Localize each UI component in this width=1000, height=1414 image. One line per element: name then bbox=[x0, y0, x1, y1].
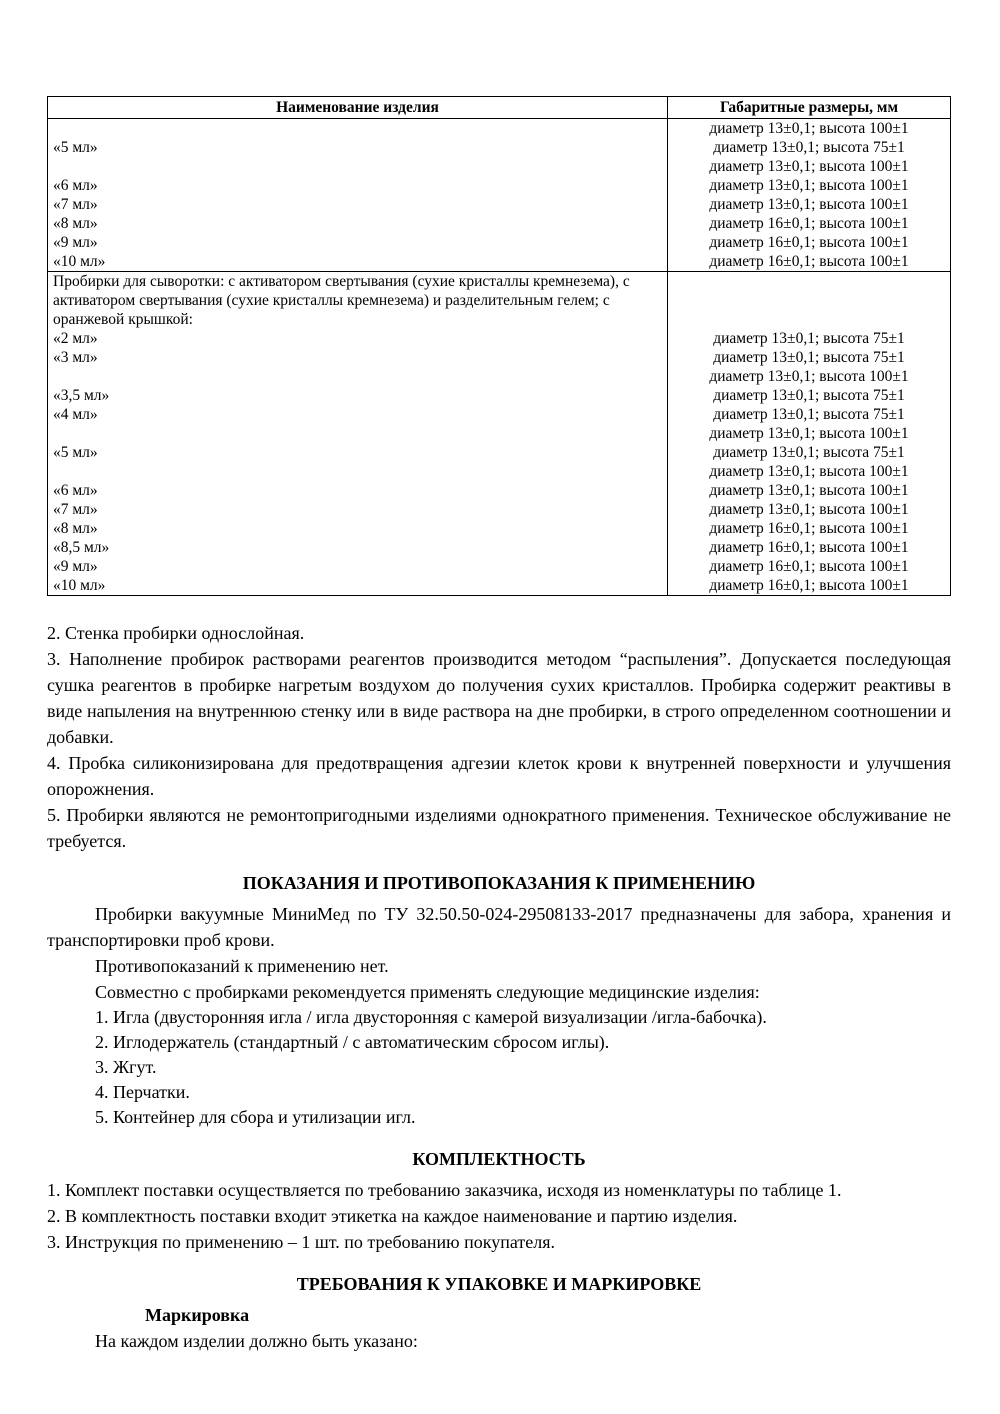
note-reagent-filling: 3. Наполнение пробирок растворами реагентов производится методом “распыления”. Допускается последующая сушка реагентов в пробирке нагретым воздухом до получения сухих кристаллов. Пробирка содержит реактивы в виде напыления на внутреннюю стенку или в виде раствора на дне пробирки, в строго определенном соотношении и добавки. bbox=[47, 649, 951, 747]
product-dimensions: диаметр 13±0,1; высота 100±1 bbox=[709, 196, 909, 213]
indications-contraindications: Противопоказаний к применению нет. bbox=[95, 956, 389, 976]
product-dimensions: диаметр 13±0,1; высота 100±1 bbox=[709, 120, 909, 137]
table-row bbox=[48, 538, 950, 557]
product-dimensions: диаметр 13±0,1; высота 75±1 bbox=[713, 406, 905, 423]
product-name: «6 мл» bbox=[48, 481, 668, 500]
recommended-item: 5. Контейнер для сбора и утилизации игл. bbox=[95, 1107, 416, 1127]
product-dimensions bbox=[668, 272, 950, 329]
table-row bbox=[48, 443, 950, 462]
table-row bbox=[48, 405, 950, 424]
table-row bbox=[48, 272, 950, 329]
table-row bbox=[48, 367, 950, 386]
table-header-row bbox=[48, 97, 950, 119]
column-header-dimensions: Габаритные размеры, мм bbox=[719, 99, 899, 116]
product-name bbox=[48, 367, 668, 386]
table-row bbox=[48, 557, 950, 576]
marking-requirements-intro: На каждом изделии должно быть указано: bbox=[95, 1331, 418, 1351]
product-dimensions: диаметр 16±0,1; высота 100±1 bbox=[709, 539, 909, 556]
table-row bbox=[48, 233, 950, 252]
product-name: «10 мл» bbox=[48, 252, 668, 271]
product-name: «8 мл» bbox=[48, 214, 668, 233]
product-name: «6 мл» bbox=[48, 176, 668, 195]
product-name: «2 мл» bbox=[48, 329, 668, 348]
product-name: «5 мл» bbox=[48, 443, 668, 462]
product-name: «8 мл» bbox=[48, 519, 668, 538]
heading-packaging-marking: ТРЕБОВАНИЯ К УПАКОВКЕ И МАРКИРОВКЕ bbox=[296, 1274, 702, 1294]
table-row bbox=[48, 119, 950, 138]
product-dimensions-table bbox=[47, 96, 951, 596]
product-dimensions: диаметр 13±0,1; высота 75±1 bbox=[713, 444, 905, 461]
category-description: Пробирки для сыворотки: с активатором свертывания (сухие кристаллы кремнезема), с активатором свертывания (сухие кристаллы кремнезема) и разделительным гелем; с оранжевой крышкой: bbox=[48, 272, 668, 329]
recommended-item: 3. Жгут. bbox=[95, 1057, 157, 1077]
heading-indications: ПОКАЗАНИЯ И ПРОТИВОПОКАЗАНИЯ К ПРИМЕНЕНИЮ bbox=[242, 873, 756, 893]
product-name: «10 мл» bbox=[48, 576, 668, 595]
product-dimensions: диаметр 16±0,1; высота 100±1 bbox=[709, 520, 909, 537]
product-dimensions: диаметр 13±0,1; высота 75±1 bbox=[713, 387, 905, 404]
indications-recommended-intro: Совместно с пробирками рекомендуется применять следующие медицинские изделия: bbox=[95, 982, 760, 1002]
product-dimensions: диаметр 13±0,1; высота 75±1 bbox=[713, 330, 905, 347]
table-row bbox=[48, 214, 950, 233]
recommended-item: 4. Перчатки. bbox=[95, 1082, 190, 1102]
table-section-serum-tubes bbox=[48, 271, 950, 595]
table-row bbox=[48, 424, 950, 443]
note-single-use: 5. Пробирки являются не ремонтопригодными изделиями однократного применения. Техническое обслуживание не требуется. bbox=[47, 805, 951, 851]
product-name: «8,5 мл» bbox=[48, 538, 668, 557]
note-tube-wall: 2. Стенка пробирки однослойная. bbox=[47, 623, 305, 643]
product-name: «3 мл» bbox=[48, 348, 668, 367]
table-row bbox=[48, 157, 950, 176]
body-text bbox=[47, 620, 951, 1354]
product-name bbox=[48, 462, 668, 481]
table-row bbox=[48, 348, 950, 367]
recommended-items-list bbox=[47, 1005, 951, 1130]
product-name: «7 мл» bbox=[48, 500, 668, 519]
product-dimensions: диаметр 13±0,1; высота 100±1 bbox=[709, 368, 909, 385]
table-row bbox=[48, 176, 950, 195]
product-dimensions: диаметр 16±0,1; высота 100±1 bbox=[709, 558, 909, 575]
marking-subheading: Маркировка bbox=[145, 1305, 250, 1325]
product-name: «4 мл» bbox=[48, 405, 668, 424]
product-dimensions: диаметр 16±0,1; высота 100±1 bbox=[709, 234, 909, 251]
product-dimensions: диаметр 16±0,1; высота 100±1 bbox=[709, 577, 909, 594]
product-dimensions: диаметр 13±0,1; высота 100±1 bbox=[709, 425, 909, 442]
table-row bbox=[48, 252, 950, 271]
product-name: «5 мл» bbox=[48, 138, 668, 157]
table-section-plain-tubes bbox=[48, 119, 950, 271]
product-dimensions: диаметр 13±0,1; высота 100±1 bbox=[709, 463, 909, 480]
product-name: «9 мл» bbox=[48, 233, 668, 252]
heading-completeness: КОМПЛЕКТНОСТЬ bbox=[412, 1149, 586, 1169]
product-dimensions: диаметр 13±0,1; высота 100±1 bbox=[709, 158, 909, 175]
completeness-instructions: 3. Инструкция по применению – 1 шт. по требованию покупателя. bbox=[47, 1232, 555, 1252]
table-row bbox=[48, 462, 950, 481]
table-row bbox=[48, 576, 950, 595]
completeness-label: 2. В комплектность поставки входит этикетка на каждое наименование и партию изделия. bbox=[47, 1206, 738, 1226]
table-row bbox=[48, 519, 950, 538]
table-row bbox=[48, 138, 950, 157]
product-dimensions: диаметр 13±0,1; высота 100±1 bbox=[709, 177, 909, 194]
table-row bbox=[48, 500, 950, 519]
product-name bbox=[48, 424, 668, 443]
completeness-delivery-set: 1. Комплект поставки осуществляется по требованию заказчика, исходя из номенклатуры по таблице 1. bbox=[47, 1180, 842, 1200]
product-dimensions: диаметр 16±0,1; высота 100±1 bbox=[709, 253, 909, 270]
recommended-item: 1. Игла (двусторонняя игла / игла двусторонняя с камерой визуализации /игла-бабочка). bbox=[95, 1007, 767, 1027]
product-dimensions: диаметр 13±0,1; высота 100±1 bbox=[709, 482, 909, 499]
product-name bbox=[48, 157, 668, 176]
note-siliconized-stopper: 4. Пробка силиконизирована для предотвращения адгезии клеток крови к внутренней поверхности и улучшения опорожнения. bbox=[47, 753, 951, 799]
product-dimensions: диаметр 13±0,1; высота 100±1 bbox=[709, 501, 909, 518]
product-name bbox=[48, 119, 668, 138]
table-row bbox=[48, 195, 950, 214]
table-row bbox=[48, 329, 950, 348]
recommended-item: 2. Иглодержатель (стандартный / с автоматическим сбросом иглы). bbox=[95, 1032, 610, 1052]
product-name: «3,5 мл» bbox=[48, 386, 668, 405]
table-row bbox=[48, 481, 950, 500]
product-dimensions: диаметр 16±0,1; высота 100±1 bbox=[709, 215, 909, 232]
column-header-product-name: Наименование изделия bbox=[48, 97, 668, 118]
product-name: «9 мл» bbox=[48, 557, 668, 576]
product-dimensions: диаметр 13±0,1; высота 75±1 bbox=[713, 349, 905, 366]
product-dimensions: диаметр 13±0,1; высота 75±1 bbox=[713, 139, 905, 156]
indications-purpose: Пробирки вакуумные МиниМед по ТУ 32.50.50-024-29508133-2017 предназначены для забора, хранения и транспортировки проб крови. bbox=[47, 904, 951, 950]
product-name: «7 мл» bbox=[48, 195, 668, 214]
table-row bbox=[48, 386, 950, 405]
